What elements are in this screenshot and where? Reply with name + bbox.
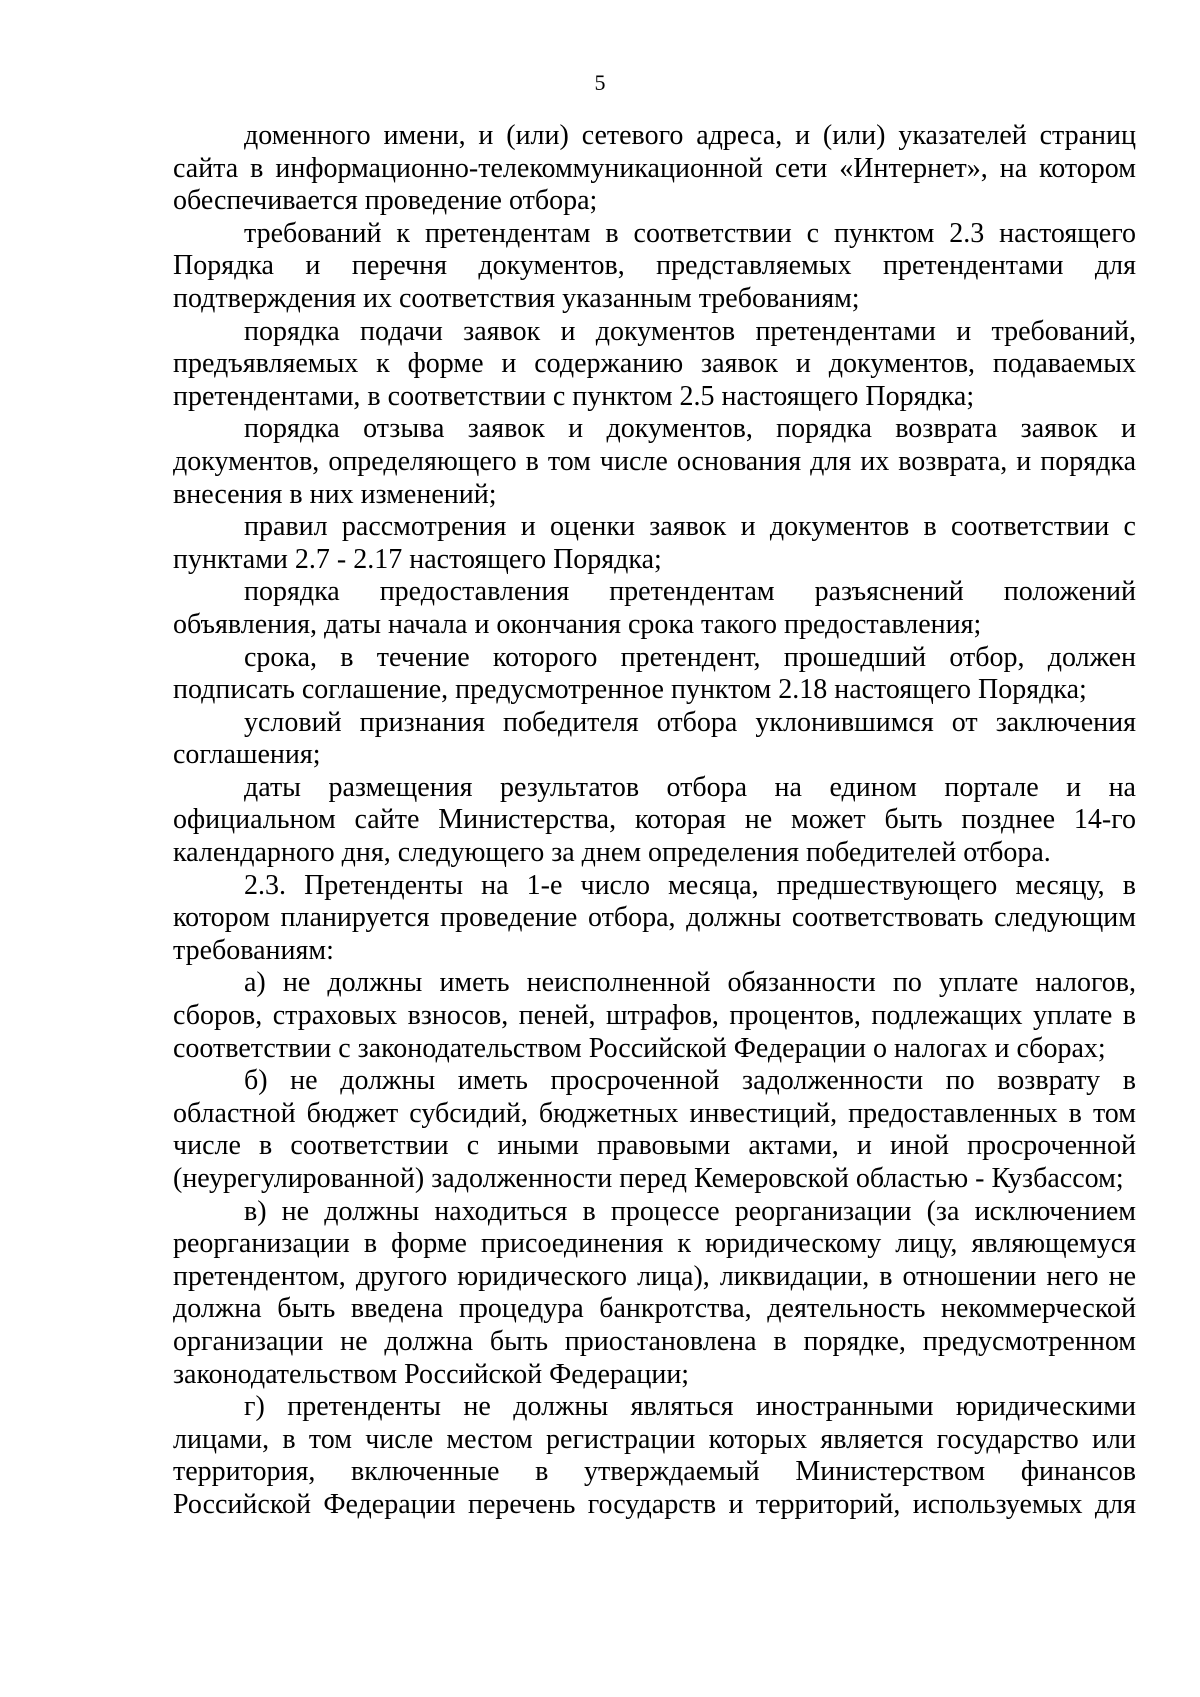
paragraph-requirements: требований к претендентам в соответствии с пунктом 2.3 настоящего Порядка и перечня документов, представляемых претендентами для подтверждения их соответствия указанным требованиям; — [173, 217, 1136, 314]
paragraph-item-g: г) претенденты не должны являться иностранными юридическими лицами, в том числе местом регистрации которых является государство или территория, включенные в утверждаемый Министерством финансов Российской Федерации перечень государств и территорий, используемых для — [173, 1391, 1136, 1520]
paragraph-evasion-conditions: условий признания победителя отбора уклонившимся от заключения соглашения; — [173, 706, 1136, 771]
paragraph-results-publication: даты размещения результатов отбора на едином портале и на официальном сайте Министерства, которая не может быть позднее 14-го календарного дня, следующего за днем определения победителей отбора. — [173, 771, 1136, 869]
page-number: 5 — [594, 70, 606, 95]
paragraph-item-a: а) не должны иметь неисполненной обязанности по уплате налогов, сборов, страховых взносов, пеней, штрафов, процентов, подлежащих уплате в соответствии с законодательством Российской Федерации о налогах и сборах; — [173, 967, 1136, 1064]
paragraph-item-b: б) не должны иметь просроченной задолженности по возврату в областной бюджет субсидий, бюджетных инвестиций, предоставленных в том числе в соответствии с иными правовыми актами, и иной просроченной (неурегулированной) задолженности перед Кемеровской областью - Кузбассом; — [173, 1065, 1136, 1194]
document-body — [173, 120, 1136, 1522]
paragraph-item-v: в) не должны находиться в процессе реорганизации (за исключением реорганизации в форме присоединения к юридическому лицу, являющемуся претендентом, другого юридического лица), ликвидации, в отношении него не должна быть введена процедура банкротства, деятельность некоммерческой организации не должна быть приостановлена в порядке, предусмотренном законодательством Российской Федерации; — [173, 1195, 1136, 1390]
paragraph-clarifications: порядка предоставления претендентам разъяснений положений объявления, даты начала и окончания срока такого предоставления; — [173, 576, 1136, 640]
paragraph-signing-deadline: срока, в течение которого претендент, прошедший отбор, должен подписать соглашение, предусмотренное пунктом 2.18 настоящего Порядка; — [173, 641, 1136, 706]
paragraph-section-2-3: 2.3. Претенденты на 1-е число месяца, предшествующего месяцу, в котором планируется проведение отбора, должны соответствовать следующим требованиям: — [173, 869, 1136, 966]
paragraph-evaluation-rules: правил рассмотрения и оценки заявок и документов в соответствии с пунктами 2.7 - 2.17 настоящего Порядка; — [173, 511, 1136, 575]
paragraph-domain-name: доменного имени, и (или) сетевого адреса, и (или) указателей страниц сайта в информационно-телекоммуникационной сети «Интернет», на котором обеспечивается проведение отбора; — [173, 120, 1136, 217]
paragraph-application-procedure: порядка подачи заявок и документов претендентами и требований, предъявляемых к форме и содержанию заявок и документов, подаваемых претендентами, в соответствии с пунктом 2.5 настоящего Порядка; — [173, 315, 1136, 412]
paragraph-withdrawal-procedure: порядка отзыва заявок и документов, порядка возврата заявок и документов, определяющего в том числе основания для их возврата, и порядка внесения в них изменений; — [173, 413, 1136, 510]
